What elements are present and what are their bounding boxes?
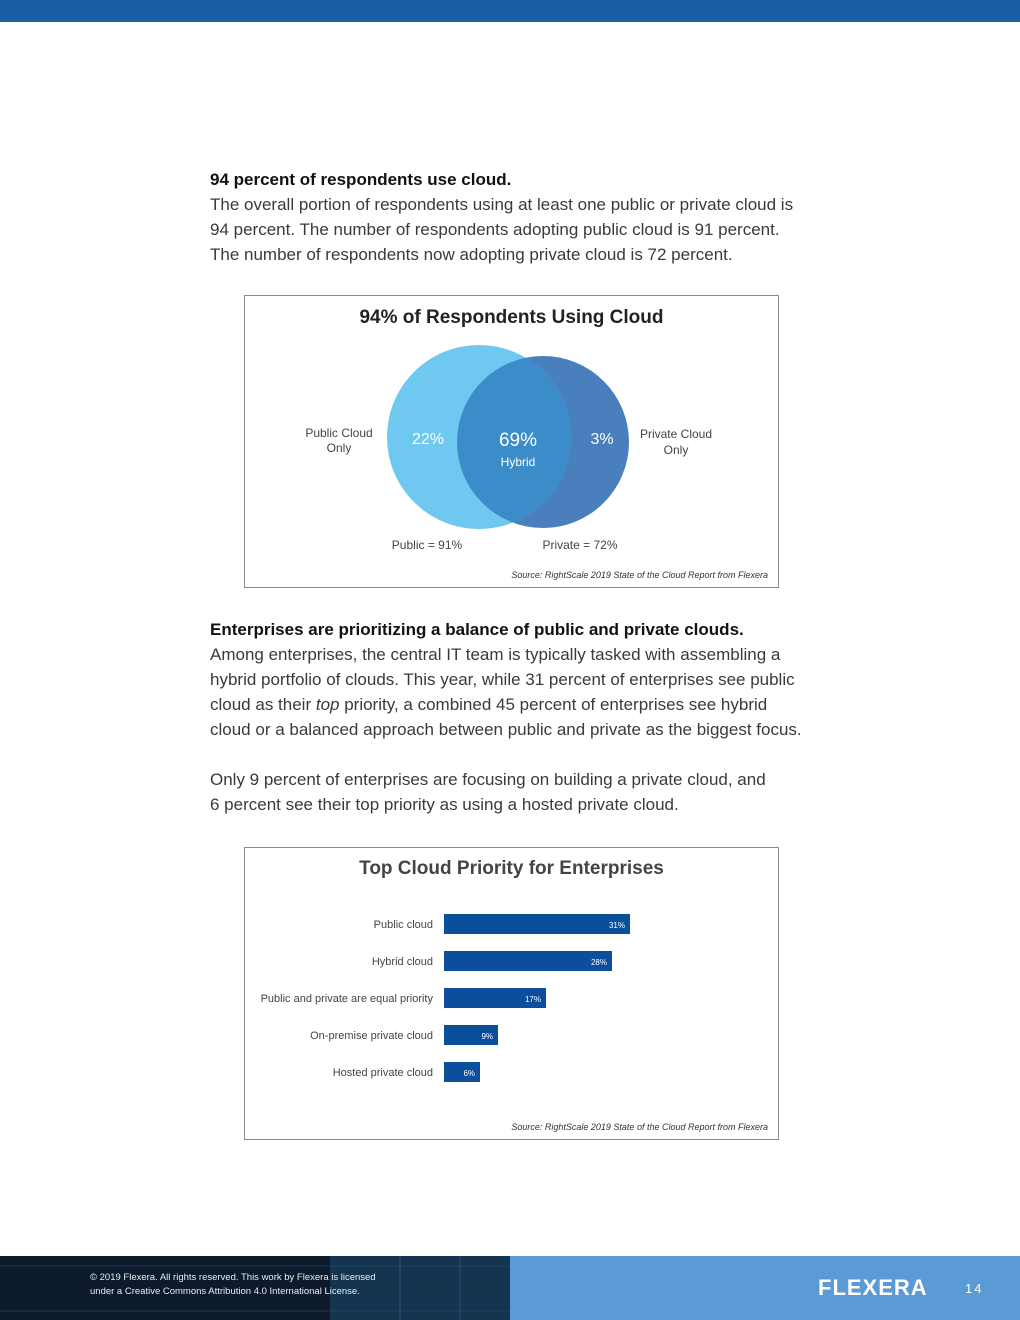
bar-value-label: 6% <box>463 1069 475 1078</box>
category-label: Hosted private cloud <box>332 1067 433 1079</box>
private-total-label: Private = 72% <box>542 538 618 552</box>
body-line: hybrid portfolio of clouds. This year, while 31 percent of enterprises see public <box>210 670 795 689</box>
footer-blue-panel <box>510 1256 1020 1320</box>
public-only-label-line2: Only <box>326 441 352 455</box>
section-cloud-usage <box>210 167 810 267</box>
bar-value-label: 31% <box>608 921 625 930</box>
venn-source: Source: RightScale 2019 State of the Cloud Report from Flexera <box>511 570 768 580</box>
venn-title: 94% of Respondents Using Cloud <box>359 307 664 328</box>
chart-source: Source: RightScale 2019 State of the Cloud Report from Flexera <box>511 1122 768 1132</box>
hybrid-label: Hybrid <box>500 455 536 469</box>
public-only-label-line1: Public Cloud <box>305 426 373 440</box>
bar <box>444 914 630 934</box>
bar-chart <box>245 848 778 1139</box>
license-notice <box>90 1271 450 1299</box>
flexera-logo: FLEXERA <box>818 1275 928 1300</box>
private-only-label-line2: Only <box>663 443 689 457</box>
top-accent-bar <box>0 0 1020 22</box>
section-enterprise-priorities <box>210 617 815 742</box>
section-private-cloud-focus <box>210 767 810 817</box>
public-total-label: Public = 91% <box>391 538 463 552</box>
license-line: under a Creative Commons Attribution 4.0 International License. <box>90 1286 360 1297</box>
private-only-label-line1: Private Cloud <box>639 427 713 441</box>
body-text: cloud as their <box>210 695 316 714</box>
category-label: Hybrid cloud <box>371 956 433 968</box>
body-text: priority, a combined 45 percent of enterprises see hybrid <box>339 695 768 714</box>
bar-chart-figure <box>244 847 779 1140</box>
body-line: The overall portion of respondents using at least one public or private cloud is <box>210 195 794 214</box>
body-line: 94 percent. The number of respondents adopting public cloud is 91 percent. <box>210 220 780 239</box>
category-label: On-premise private cloud <box>310 1030 433 1042</box>
venn-diagram <box>245 296 778 587</box>
bar-value-label: 9% <box>481 1032 493 1041</box>
body-line: Among enterprises, the central IT team is typically tasked with assembling a <box>210 645 781 664</box>
chart-title: Top Cloud Priority for Enterprises <box>359 858 664 879</box>
bar-value-label: 28% <box>590 958 607 967</box>
footer-dark-panel <box>0 1256 510 1320</box>
license-line: © 2019 Flexera. All rights reserved. This work by Flexera is licensed <box>90 1272 376 1283</box>
body-line: cloud or a balanced approach between public and private as the biggest focus. <box>210 720 802 739</box>
private-only-pct: 3% <box>590 431 614 448</box>
page-number: 14 <box>965 1281 984 1296</box>
section-heading: 94 percent of respondents use cloud. <box>210 170 512 189</box>
body-line <box>210 692 815 717</box>
body-line: 6 percent see their top priority as using a hosted private cloud. <box>210 795 679 814</box>
emphasis-top: top <box>315 695 340 714</box>
venn-figure <box>244 295 779 588</box>
public-only-pct: 22% <box>411 431 445 448</box>
hybrid-pct: 69% <box>498 430 538 451</box>
category-label: Public and private are equal priority <box>260 993 433 1005</box>
body-line: The number of respondents now adopting private cloud is 72 percent. <box>210 245 733 264</box>
bar <box>444 951 612 971</box>
category-label: Public cloud <box>373 919 433 931</box>
bar-value-label: 17% <box>524 995 541 1004</box>
body-line: Only 9 percent of enterprises are focusing on building a private cloud, and <box>210 770 766 789</box>
section-heading: Enterprises are prioritizing a balance of public and private clouds. <box>210 620 744 639</box>
